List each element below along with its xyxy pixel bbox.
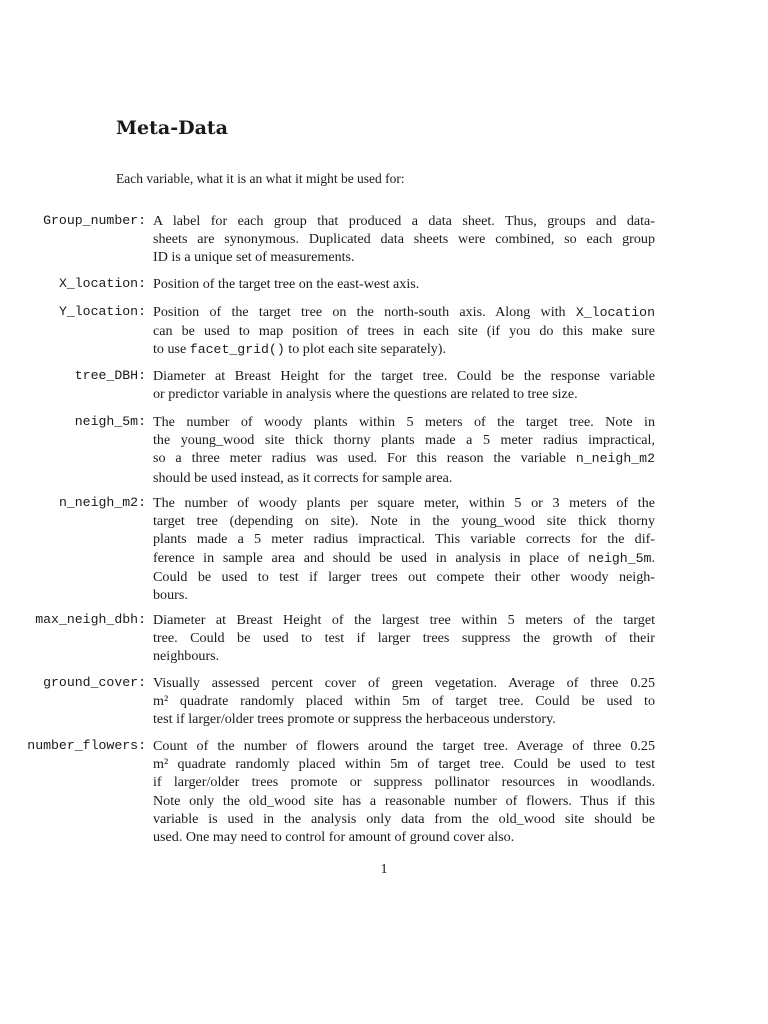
description-line: should be used instead, as it corrects for sample area. (153, 469, 453, 486)
code-neigh-5m: neigh_5m (588, 550, 652, 566)
description-line: plants made a 5 meter radius impractical. This variable corrects for the dif- (153, 531, 655, 548)
variable-description (153, 212, 655, 267)
description-line: so a three meter radius was used. For this reason the variable n_neigh_m2 (153, 450, 655, 467)
description-line: Note only the old_wood site has a reasonable number of flowers. Thus if this (153, 792, 655, 809)
variable-description (153, 611, 655, 666)
variable-description (153, 737, 655, 846)
description-line: neighbours. (153, 648, 220, 665)
description-line: sheets are synonymous. Duplicated data sheets were combined, so each group (153, 231, 655, 248)
description-line: Diameter at Breast Height for the target tree. Could be the response variable (153, 368, 655, 384)
code-x-location: X_location (575, 305, 655, 320)
description-line: or predictor variable in analysis where the questions are related to tree size. (153, 386, 578, 403)
variable-description (153, 275, 655, 293)
description-line: the young_wood site thick thorny plants made a 5 meter radius impractical, (153, 432, 655, 449)
page-number: 1 (380, 862, 388, 877)
variable-name: neigh_5m: (74, 414, 146, 429)
code-facet-grid: facet_grid() (189, 342, 285, 358)
description-line: Visually assessed percent cover of green vegetation. Average of three 0.25 (153, 675, 655, 691)
variable-description (153, 674, 655, 729)
description-line: Position of the target tree on the north-south axis. Along with X_location (153, 304, 655, 320)
description-line: The number of woody plants per square meter, within 5 or 3 meters of the (153, 495, 655, 511)
description-line: m² quadrate randomly placed within 5m of target tree. Could be used to test (153, 756, 655, 773)
description-line: can be used to map position of trees in each site (if you do this make sure (153, 323, 655, 340)
variable-name: ground_cover: (43, 675, 146, 690)
description-line: tree. Could be used to test if larger trees suppress the growth of their (153, 630, 655, 647)
variable-name: max_neigh_dbh: (35, 612, 146, 627)
description-line: used. One may need to control for amount of ground cover also. (153, 829, 515, 846)
description-line: A label for each group that produced a data sheet. Thus, groups and data- (153, 213, 655, 229)
intro-text: Each variable, what it is an what it might be used for: (116, 171, 405, 186)
description-line: Position of the target tree on the east-west axis. (153, 276, 420, 292)
description-line: to use facet_grid() to plot each site separately). (153, 341, 446, 358)
variable-name: number_flowers: (27, 738, 146, 753)
description-line: Could be used to test if larger trees out compete their other woody neigh- (153, 568, 655, 585)
variable-description (153, 367, 655, 403)
variable-name: Y_location: (58, 304, 146, 319)
variable-description (153, 303, 655, 360)
variable-description (153, 413, 655, 487)
variable-description (153, 494, 655, 604)
description-line: target tree (depending on site). Note in the young_wood site thick thorny (153, 513, 655, 530)
variable-name: X_location: (58, 276, 146, 291)
variable-name: tree_DBH: (74, 368, 146, 383)
description-line: variable is used in the analysis only data from the old_wood site should be (153, 810, 655, 827)
variable-name: n_neigh_m2: (58, 495, 146, 510)
description-line: ID is a unique set of measurements. (153, 249, 355, 266)
description-line: ference in sample area and should be used in analysis in place of neigh_5m. (153, 549, 655, 566)
description-line: Diameter at Breast Height of the largest tree within 5 meters of the target (153, 612, 655, 628)
variable-name: Group_number: (43, 213, 146, 228)
description-line: if larger/older trees promote or suppress pollinator resources in woodlands. (153, 774, 655, 791)
description-line: The number of woody plants within 5 meters of the target tree. Note in (153, 414, 655, 430)
description-line: m² quadrate randomly placed within 5m of target tree. Could be used to (153, 693, 655, 710)
code-n-neigh-m2: n_neigh_m2 (575, 451, 655, 467)
description-line: bours. (153, 587, 188, 604)
page-title: Meta-Data (116, 117, 228, 139)
description-line: Count of the number of flowers around the target tree. Average of three 0.25 (153, 738, 655, 754)
description-line: test if larger/older trees promote or suppress the herbaceous understory. (153, 711, 556, 728)
